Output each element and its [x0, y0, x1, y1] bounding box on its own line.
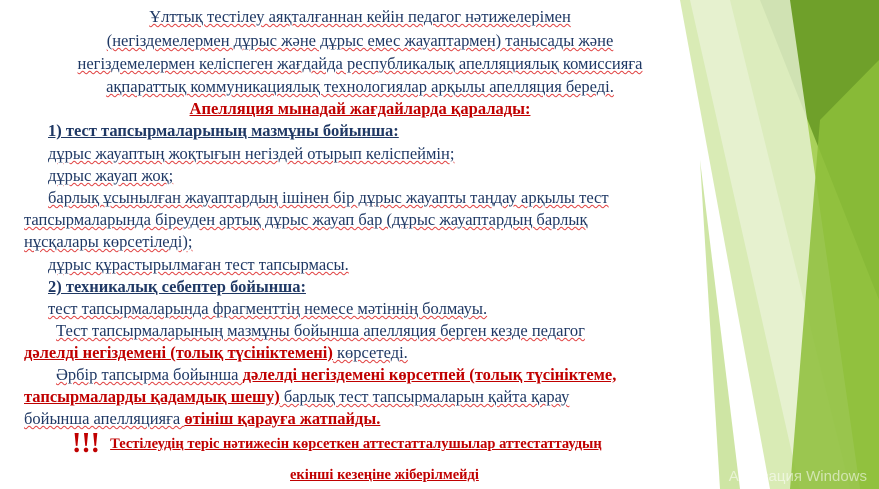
section1-title: 1) тест тапсырмаларының мазмұны бойынша:	[48, 121, 399, 140]
warning-text-1: Тестілеудің теріс нәтижесін көрсеткен аттестатталушылар аттестаттаудың	[110, 436, 602, 452]
para2-line-2	[24, 386, 569, 408]
para2-emphasis-2: тапсырмаларды қадамдық шешу)	[24, 387, 280, 406]
para2-emphasis-3: өтініш қарауға жатпайды.	[184, 409, 381, 428]
para2-lead: Әрбір тапсырма бойынша	[56, 365, 243, 384]
intro-line-1: Ұлттық тестілеу аяқталғаннан кейін педагог нәтижелерімен	[149, 7, 571, 26]
warning-line-1	[72, 428, 602, 459]
intro-line-2: (негіздемелермен дұрыс және дұрыс емес жауаптармен) танысады және	[106, 31, 614, 50]
para2-emphasis-1: дәлелді негіздемені көрсетпей (толық түсініктеме,	[242, 365, 617, 384]
para1-emphasis: дәлелді негіздемені (толық түсініктемені)	[24, 343, 333, 362]
section1-item-1: дұрыс жауаптың жоқтығын негіздей отырып келіспеймін;	[48, 144, 455, 163]
warning-text-2: екінші кезеңіне жіберілмейді	[290, 467, 479, 483]
intro-line-4: ақпараттық коммуникациялық технологиялар арқылы апелляция береді.	[106, 77, 614, 96]
para2-line-1	[56, 364, 616, 386]
section1-item-2: дұрыс жауап жоқ;	[48, 166, 174, 185]
appeal-heading: Апелляция мынадай жағдайларда қаралады:	[189, 99, 531, 118]
para2-line3-lead: бойынша апелляцияға	[24, 409, 185, 428]
section2-item-1: тест тапсырмаларында фрагменттің немесе мәтіннің болмауы.	[48, 299, 488, 318]
section1-item-6: дұрыс құрастырылмаған тест тапсырмасы.	[48, 255, 349, 274]
section2-title: 2) техникалық себептер бойынша:	[48, 277, 306, 296]
warning-marks: !!!	[72, 428, 100, 459]
para1-line-2	[24, 342, 408, 364]
windows-activation-watermark: Активация Windows	[728, 468, 867, 485]
section1-item-5: нұсқалары көрсетіледі);	[24, 232, 193, 251]
para2-middle: барлық тест тапсырмаларын қайта қарау	[279, 387, 570, 406]
section1-item-4: тапсырмаларында біреуден артық дұрыс жауап бар (дұрыс жауаптардың барлық	[24, 210, 588, 229]
para1-line-1: Тест тапсырмаларының мазмұны бойынша апелляция берген кезде педагог	[56, 321, 585, 340]
section1-item-3: барлық ұсынылған жауаптардың ішінен бір дұрыс жауапты таңдау арқылы тест	[48, 188, 609, 207]
para1-tail: көрсетеді.	[332, 343, 408, 362]
intro-line-3: негіздемелермен келіспеген жағдайда республикалық апелляциялық комиссияға	[77, 54, 643, 73]
